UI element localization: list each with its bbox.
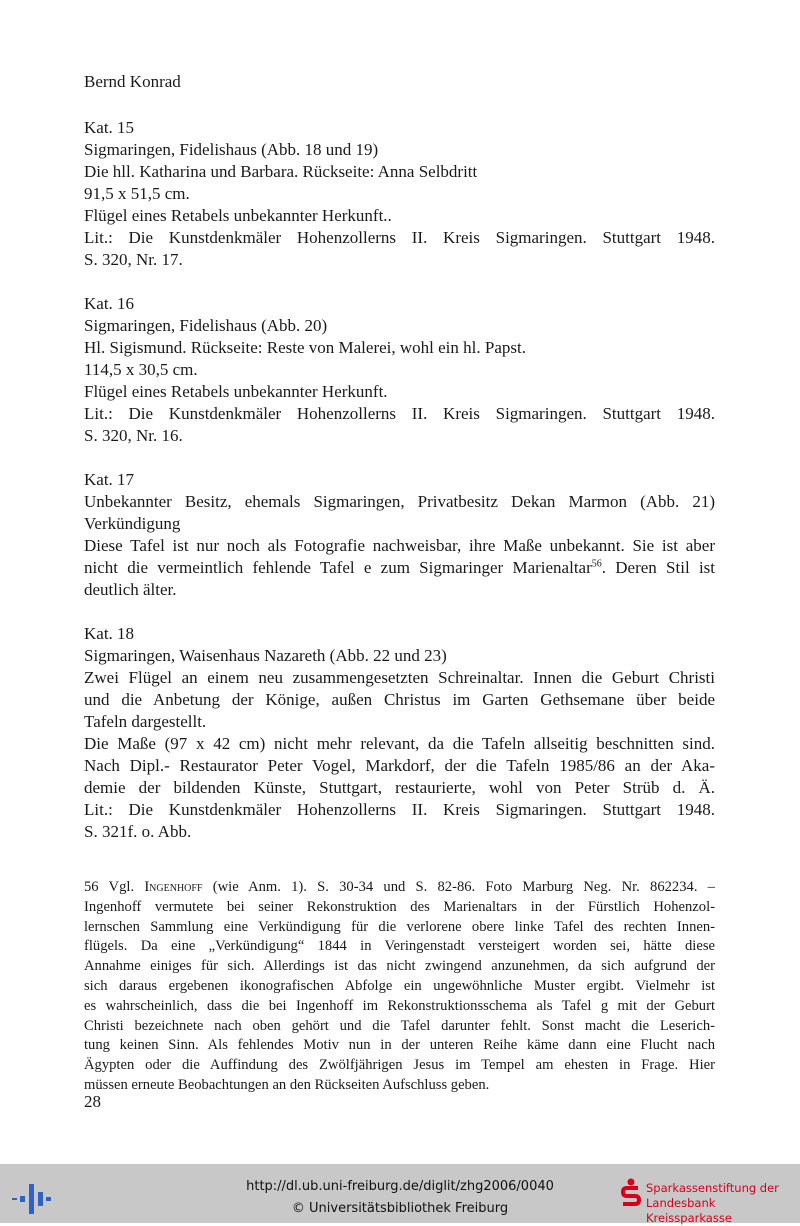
- entry-literature: Lit.: Die Kunstdenkmäler Hohenzollerns II. Kreis Sigmaringen. Stuttgart 1948.: [84, 228, 715, 247]
- entry-description: Zwei Flügel an einem neu zusammengesetzten Schreinaltar. Innen die Geburt Christi: [84, 668, 715, 687]
- footnote-line: tung keinen Sinn. Als fehlendes Motiv nun in der unteren Reihe käme dann eine Flucht nach: [84, 1037, 715, 1054]
- entry-location: Sigmaringen, Fidelishaus (Abb. 20): [84, 316, 328, 335]
- footnote-reference[interactable]: 56: [591, 558, 602, 570]
- entry-literature-page: S. 320, Nr. 17.: [84, 250, 183, 269]
- footnote-line: müssen erneute Beobachtungen an den Rückseiten Aufschluss geben.: [84, 1076, 490, 1093]
- entry-description-text-end: . Deren Stil ist: [601, 558, 716, 577]
- entry-description: Flügel eines Retabels unbekannter Herkunft.: [84, 382, 388, 401]
- entry-restoration-note: demie der bildenden Künste, Stuttgart, restaurierte, wohl von Peter Strüb d. Ä.: [84, 778, 715, 797]
- entry-title: Verkündigung: [84, 514, 181, 533]
- entry-location: Sigmaringen, Fidelishaus (Abb. 18 und 19): [84, 140, 379, 159]
- entry-literature: Lit.: Die Kunstdenkmäler Hohenzollerns II. Kreis Sigmaringen. Stuttgart 1948.: [84, 404, 715, 423]
- entry-number: Kat. 18: [84, 624, 135, 643]
- sponsor-text[interactable]: [646, 1181, 800, 1226]
- entry-description: Flügel eines Retabels unbekannter Herkunft..: [84, 206, 392, 225]
- catalogue-entry-18: [84, 623, 715, 843]
- entry-literature: Lit.: Die Kunstdenkmäler Hohenzollerns II. Kreis Sigmaringen. Stuttgart 1948.: [84, 800, 715, 819]
- entry-literature-page: S. 321f. o. Abb.: [84, 822, 192, 841]
- catalogue-body: [84, 117, 715, 865]
- footnote-line: flügels. Da eine „Verkündigung“ 1844 in Veringenstadt versteigert worden sei, hätte diese: [84, 938, 715, 955]
- entry-restoration-note: Nach Dipl.- Restaurator Peter Vogel, Markdorf, der die Tafeln 1985/86 an der Aka-: [84, 756, 715, 775]
- document-url-link[interactable]: http://dl.ub.uni-freiburg.de/diglit/zhg2006/0040: [246, 1179, 554, 1194]
- footnote-56: [84, 878, 715, 1096]
- catalogue-entry-15: [84, 117, 715, 271]
- footnote-line: Ingenhoff vermutete bei seiner Rekonstruktion des Marienaltars in der Fürstlich Hohenzol-: [84, 898, 715, 915]
- entry-location: Unbekannter Besitz, ehemals Sigmaringen, Privatbesitz Dekan Marmon (Abb. 21): [84, 492, 715, 511]
- running-head-author: Bernd Konrad: [84, 72, 181, 91]
- entry-description: Tafeln dargestellt.: [84, 712, 207, 731]
- entry-description-cont: [84, 557, 715, 579]
- footnote-line: es wahrscheinlich, dass die bei Ingenhoff im Rekonstruktionsschema als Tafel g mit der Geburt: [84, 997, 715, 1014]
- footnote-text: (wie Anm. 1). S. 30-34 und S. 82-86. Foto Marburg Neg. Nr. 862234. –: [212, 879, 715, 895]
- entry-literature-page: S. 320, Nr. 16.: [84, 426, 183, 445]
- sponsor-line-2: Landesbank Kreissparkasse: [646, 1196, 732, 1225]
- footnote-line: Ägypten oder die Auffindung des Zwölfjährigen Jesus im Tempel am ehesten in Frage. Hier: [84, 1057, 715, 1074]
- catalogue-entry-17: [84, 469, 715, 601]
- entry-number: Kat. 16: [84, 294, 135, 313]
- footnote-line: [84, 878, 715, 898]
- page-number: 28: [84, 1092, 101, 1111]
- entry-title: Die hll. Katharina und Barbara. Rückseite: Anna Selbdritt: [84, 162, 478, 181]
- footnote-line: Annahme einiges für sich. Allerdings ist das nicht zwingend anzunehmen, da sich aufgrund der: [84, 958, 715, 975]
- entry-dimensions: 114,5 x 30,5 cm.: [84, 360, 198, 379]
- entry-description-text: nicht die vermeintlich fehlende Tafel e zum Sigmaringer Marienaltar: [84, 558, 592, 577]
- entry-title: Hl. Sigismund. Rückseite: Reste von Malerei, wohl ein hl. Papst.: [84, 338, 526, 357]
- footnote-line: sich daraus ergebenen ikonografischen Abfolge ein ungewöhnliche Muster ergibt. Vielmehr ist: [84, 977, 715, 994]
- sponsor-line-1: Sparkassenstiftung der: [646, 1181, 779, 1195]
- entry-description: und die Anbetung der Könige, außen Christus im Garten Gethsemane über beide: [84, 690, 715, 709]
- entry-description: Diese Tafel ist nur noch als Fotografie nachweisbar, ihre Maße unbekannt. Sie ist aber: [84, 536, 715, 555]
- entry-description-end: deutlich älter.: [84, 580, 177, 599]
- entry-location: Sigmaringen, Waisenhaus Nazareth (Abb. 22 und 23): [84, 646, 447, 665]
- footnote-number: 56: [84, 879, 99, 895]
- footnote-prefix: Vgl.: [108, 879, 135, 895]
- copyright-notice: © Universitätsbibliothek Freiburg: [291, 1201, 509, 1216]
- entry-number: Kat. 15: [84, 118, 135, 137]
- entry-number: Kat. 17: [84, 470, 135, 489]
- entry-dimensions: 91,5 x 51,5 cm.: [84, 184, 190, 203]
- entry-dimensions-note: Die Maße (97 x 42 cm) nicht mehr relevant, da die Tafeln allseitig beschnitten sind.: [84, 734, 715, 753]
- footnote-line: Christi bezeichnete nach oben gehört und die Tafel darunter fehlt. Sonst macht die Leserich-: [84, 1017, 715, 1034]
- sparkasse-s-logo-icon[interactable]: [620, 1178, 642, 1208]
- footnote-author: Ingenhoff: [144, 879, 203, 895]
- catalogue-entry-16: [84, 293, 715, 447]
- footnote-line: lernschen Sammlung eine Verkündigung für die verlorene obere linke Tafel des rechten Innen-: [84, 918, 715, 935]
- viewer-footer-bar: [0, 1164, 800, 1223]
